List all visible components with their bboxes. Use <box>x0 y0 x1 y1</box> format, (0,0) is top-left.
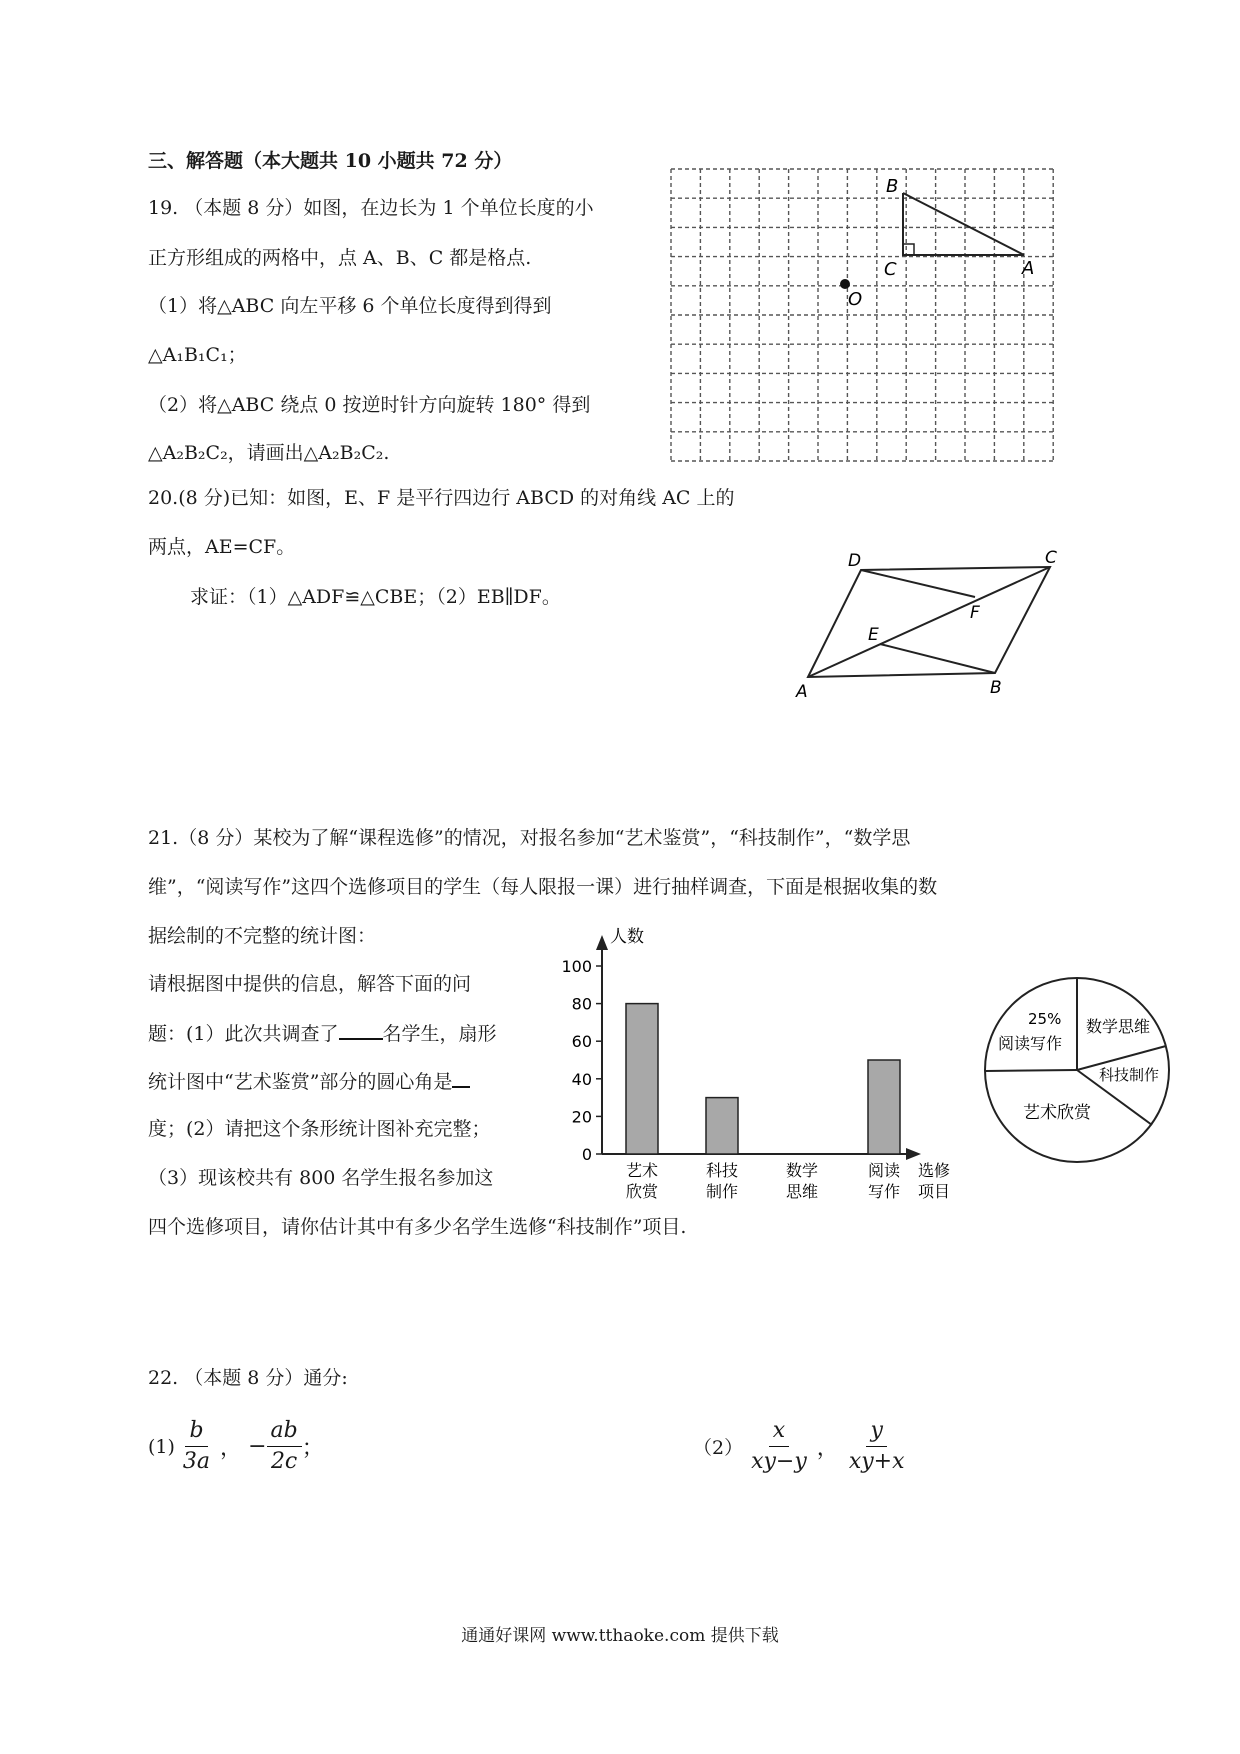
y-tick-label: 40 <box>571 1069 592 1089</box>
x-tick-label: 制作 <box>705 1182 739 1201</box>
answer-blank[interactable] <box>339 1020 383 1040</box>
y-tick-label: 80 <box>571 994 592 1014</box>
y-ticks <box>561 957 602 1164</box>
pie-label-art: 艺术欣赏 <box>1023 1103 1091 1123</box>
q19-line: （2）将△ABC 绕点 0 按逆时针方向旋转 180° 得到 <box>148 394 591 416</box>
pie-percent-reading: 25% <box>1028 1010 1062 1028</box>
q21-text: 题：(1）此次共调查了 <box>148 1023 339 1045</box>
bar <box>868 1060 900 1154</box>
x-axis-title-line: 项目 <box>917 1182 951 1201</box>
triangle-abc <box>903 193 1024 255</box>
segment-df <box>861 570 975 597</box>
denominator: xy−y <box>751 1449 807 1474</box>
label-d: D <box>848 551 862 571</box>
denominator: 2c <box>270 1449 298 1474</box>
label-c: C <box>884 259 897 280</box>
q19-grid-figure <box>668 165 1068 465</box>
label-c: C <box>1045 548 1057 568</box>
x-tick-label: 思维 <box>785 1182 819 1201</box>
q20-line: 求证：（1）△ADF≌△CBE；（2）EB∥DF。 <box>190 586 561 608</box>
q20-line: 20.(8 分)已知：如图，E、F 是平行四边行 ABCD 的对角线 AC 上的 <box>148 487 735 509</box>
q19-line: △A₁B₁C₁； <box>148 344 247 366</box>
diagonal-ac <box>808 567 1050 677</box>
bar <box>626 1004 658 1154</box>
x-tick-label: 写作 <box>867 1182 901 1201</box>
pie-divider <box>985 1070 1077 1071</box>
right-angle-mark <box>903 244 914 255</box>
q19-line: 正方形组成的两格中，点 A、B、C 都是格点. <box>148 247 532 269</box>
y-tick-label: 0 <box>581 1145 592 1164</box>
point-o <box>840 279 850 289</box>
numerator: ab <box>267 1418 302 1447</box>
q21-line: （3）现该校共有 800 名学生报名参加这 <box>148 1167 494 1189</box>
q21-text: 名学生，扇形 <box>382 1023 497 1045</box>
q21-line: 请根据图中提供的信息，解答下面的问 <box>148 973 472 995</box>
fraction <box>179 1418 214 1475</box>
fraction <box>845 1418 909 1475</box>
part-label: （2） <box>693 1437 744 1459</box>
q21-line <box>148 1068 470 1095</box>
y-tick-label: 20 <box>571 1107 592 1127</box>
x-tick-label: 艺术 <box>625 1161 659 1180</box>
bar-chart <box>560 925 980 1201</box>
x-labels <box>626 1161 900 1201</box>
comma: ， <box>816 1436 839 1461</box>
y-axis-arrow <box>596 935 608 950</box>
y-axis-label: 人数 <box>610 927 644 947</box>
x-tick-label: 科技 <box>705 1161 739 1180</box>
q20-parallelogram-figure <box>790 545 1070 705</box>
denominator: xy+x <box>848 1449 905 1474</box>
fraction <box>747 1418 811 1475</box>
label-a: A <box>796 682 808 702</box>
q22-part1 <box>148 1418 324 1475</box>
numerator: y <box>866 1418 886 1447</box>
section-heading: 三、解答题（本大题共 10 小题共 72 分） <box>148 150 513 172</box>
minus-sign: − <box>248 1434 267 1459</box>
semicolon: ； <box>301 1436 324 1461</box>
label-e: E <box>868 625 879 645</box>
x-tick-label: 数学 <box>785 1161 819 1180</box>
part-label: (1) <box>148 1435 175 1458</box>
comma: ， <box>220 1436 243 1461</box>
segment-eb <box>880 644 995 673</box>
y-tick-label: 60 <box>571 1032 592 1052</box>
q19-line: 19. （本题 8 分）如图，在边长为 1 个单位长度的小 <box>148 197 594 219</box>
y-tick-label: 100 <box>561 957 592 976</box>
footer-download-note: 通通好课网 www.tthaoke.com 提供下载 <box>461 1626 779 1646</box>
pie-label-math: 数学思维 <box>1086 1017 1151 1036</box>
q19-line: △A₂B₂C₂，请画出△A₂B₂C₂. <box>148 442 390 464</box>
x-tick-label: 欣赏 <box>625 1182 659 1201</box>
q21-line: 四个选修项目，请你估计其中有多少名学生选修“科技制作”项目. <box>148 1216 687 1238</box>
q22-part2 <box>693 1418 909 1475</box>
q20-line: 两点，AE=CF。 <box>148 536 296 558</box>
pie-chart <box>980 975 1180 1175</box>
denominator: 3a <box>182 1449 211 1474</box>
x-axis-arrow <box>906 1148 921 1160</box>
label-f: F <box>970 603 980 623</box>
label-b: B <box>990 678 1002 698</box>
fraction <box>267 1418 302 1475</box>
pie-label-reading: 阅读写作 <box>998 1034 1063 1053</box>
q22-line: 22. （本题 8 分）通分: <box>148 1367 348 1389</box>
pie-label-tech: 科技制作 <box>1099 1066 1160 1084</box>
q21-line: 21.（8 分）某校为了解“课程选修”的情况，对报名参加“艺术鉴赏”，“科技制作”，“数学思 <box>148 827 911 849</box>
q21-text: 统计图中“艺术鉴赏”部分的圆心角是 <box>148 1071 453 1093</box>
q21-line: 度；(2）请把这个条形统计图补充完整； <box>148 1118 491 1140</box>
q21-line: 据绘制的不完整的统计图： <box>148 925 377 947</box>
label-b: B <box>886 176 899 197</box>
bars <box>626 1004 900 1154</box>
x-tick-label: 阅读 <box>867 1161 901 1180</box>
answer-blank[interactable] <box>452 1068 470 1088</box>
bar <box>706 1098 738 1154</box>
numerator: b <box>185 1418 207 1447</box>
x-axis-title-line: 选修 <box>917 1161 951 1180</box>
grid-lines <box>671 169 1053 461</box>
q21-line: 维”，“阅读写作”这四个选修项目的学生（每人限报一课）进行抽样调查，下面是根据收集的数 <box>148 876 938 898</box>
numerator: x <box>769 1418 789 1447</box>
q19-line: （1）将△ABC 向左平移 6 个单位长度得到得到 <box>148 295 552 317</box>
label-o: O <box>848 289 863 310</box>
x-axis-title <box>918 1161 950 1201</box>
label-a: A <box>1022 258 1035 279</box>
q21-line <box>148 1020 497 1047</box>
